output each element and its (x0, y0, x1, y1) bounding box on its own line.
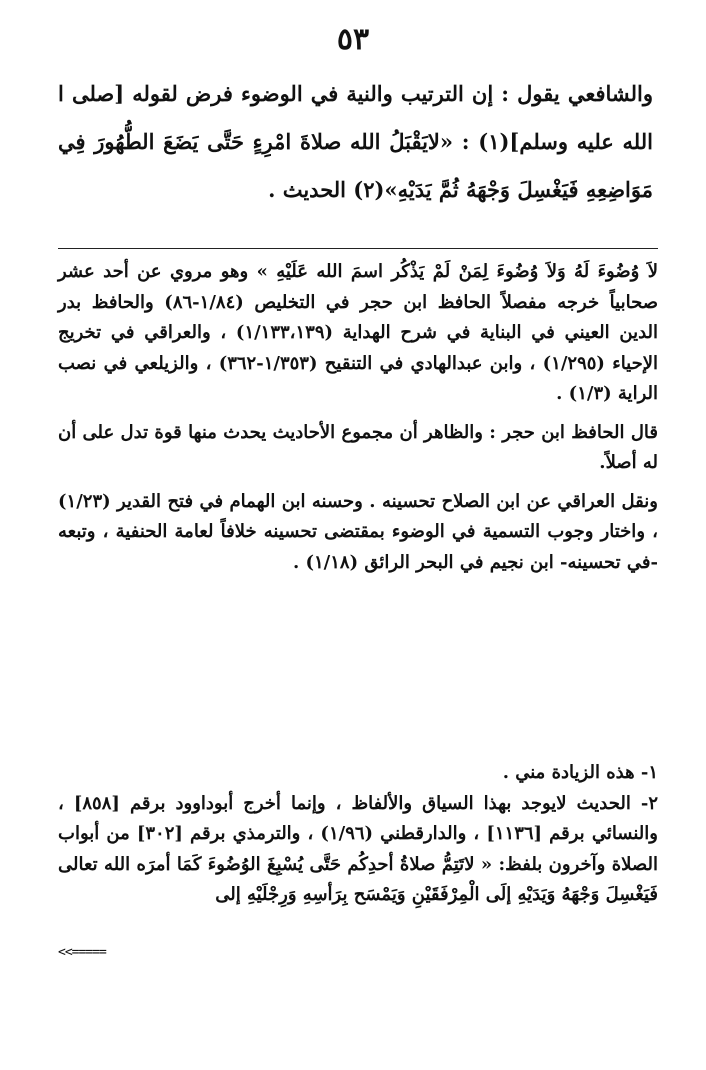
footnote-2: ٢- الحديث لايوجد بهذا السياق والألفاظ ، وإنما أخرج أبوداوود برقم [٨٥٨] ، والنسائي برقم [١١٣٦] ، والدارقطني (١/٩٦) ، والترمذي برقم [٣٠٢] من أبواب الصلاة وآخرون بلفظ: « لاتَتِمُّ صلاةُ أحدِكُم حَتَّى يُسْبِغَ الوُضُوءَ كَمَا أمرَه الله تعالى فَيَغْسِلَ وَجْهَهُ وَيَدَيْهِ إلَى الْمِرْفَقَيْنِ وَيَمْسَح بِرَأسِهِ وَرِجْلَيْهِ إلى (58, 792, 658, 905)
main-text-block (58, 70, 653, 214)
note-paragraph-2: قال الحافظ ابن حجر : والظاهر أن مجموع الأحاديث يحدث منها قوة تدل على أن له أصلاً. (58, 421, 658, 473)
footnote-1: ١- هذه الزيادة مني . (502, 762, 658, 783)
footnote-divider (58, 248, 658, 249)
main-paragraph: والشافعي يقول : إن الترتيب والنية في الوضوء فرض لقوله [صلى ا الله عليه وسلم](١) : «لايَقْبَلُ الله صلاةَ امْرِءٍ حَتَّى يَضَعَ الطُّهُورَ فِي مَوَاضِعِهِ فَيَغْسِلَ وَجْهَهُ ثُمَّ يَدَيْهِ»(٢) الحديث . (58, 81, 653, 202)
note-spacer (58, 410, 658, 418)
note-spacer (58, 479, 658, 487)
note-paragraph-1: لاَ وُضُوءَ لَهُ وَلاَ وُضُوءَ لِمَنْ لَمْ يَذْكُر اسمَ الله عَلَيْهِ » وهو مروي عن أحد عشر صحابياً خرجه مفصلاً الحافظ ابن حجر في التخليص (١/٨٤-٨٦) والحافظ بدر الدين العيني في البناية في شرح الهداية (١/١٣٣،١٣٩) ، والعراقي في تخريج الإحياء (١/٢٩٥) ، وابن عبدالهادي في التنقيح (١/٣٥٣-٣٦٢) ، والزيلعي في نصب الراية (١/٣) . (58, 261, 659, 404)
page-number: ٥٣ (336, 22, 370, 57)
continuation-marker: <<===== (58, 945, 106, 960)
continued-notes (58, 257, 658, 578)
note-paragraph-3: ونقل العراقي عن ابن الصلاح تحسينه . وحسنه ابن الهمام في فتح القدير (١/٢٣) ، واختار وجوب التسمية في الوضوء بمقتضى تحسينه خلافاً لعامة الحنفية ، وتبعه -في تحسينه- ابن نجيم في البحر الرائق (١/١٨) . (58, 490, 658, 573)
footnotes-block (58, 758, 658, 911)
